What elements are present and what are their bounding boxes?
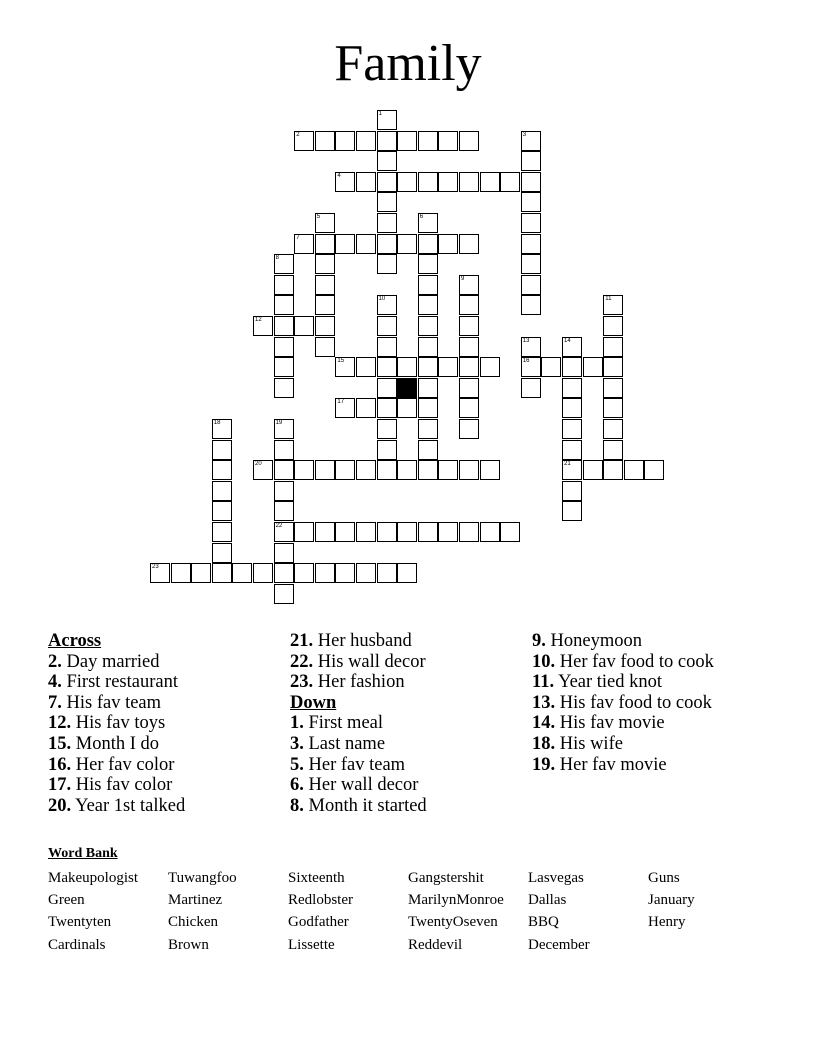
word-bank-item: Sixteenth <box>288 870 345 886</box>
crossword-cell[interactable] <box>377 440 397 460</box>
word-bank-item: Dallas <box>528 892 567 908</box>
word-bank-item: BBQ <box>528 914 559 930</box>
crossword-cell[interactable] <box>191 563 211 583</box>
crossword-cell[interactable] <box>521 254 541 274</box>
crossword-cell[interactable] <box>212 460 232 480</box>
crossword-cell[interactable] <box>603 357 623 377</box>
crossword-cell[interactable] <box>377 316 397 336</box>
crossword-cell[interactable] <box>418 234 438 254</box>
crossword-cell[interactable] <box>335 234 355 254</box>
crossword-cell[interactable] <box>377 337 397 357</box>
crossword-cell[interactable] <box>397 522 417 542</box>
clue-down-14: 14. His fav movie <box>532 713 665 734</box>
clue-number: 23 <box>152 564 159 571</box>
crossword-cell[interactable] <box>562 357 582 377</box>
crossword-cell[interactable] <box>315 316 335 336</box>
crossword-cell[interactable] <box>274 563 294 583</box>
clue-number: 18 <box>213 420 221 426</box>
clue-number: 7 <box>296 234 300 241</box>
crossword-cell[interactable] <box>438 172 458 192</box>
crossword-cell[interactable] <box>603 460 623 480</box>
clue-number: 10 <box>378 296 386 303</box>
clue-number: 16 <box>522 358 530 365</box>
crossword-cell[interactable] <box>418 213 438 233</box>
crossword-cell[interactable] <box>541 357 561 377</box>
crossword-cell[interactable] <box>377 234 397 254</box>
crossword-cell[interactable] <box>377 295 397 315</box>
crossword-cell[interactable] <box>418 172 438 192</box>
crossword-cell[interactable] <box>253 316 273 336</box>
crossword-cell[interactable] <box>377 378 397 398</box>
crossword-cell[interactable] <box>418 440 438 460</box>
crossword-cell[interactable] <box>438 460 458 480</box>
crossword-cell[interactable] <box>644 460 664 480</box>
crossword-cell[interactable] <box>500 522 520 542</box>
crossword-cell[interactable] <box>335 563 355 583</box>
crossword-cell[interactable] <box>521 337 541 357</box>
crossword-cell[interactable] <box>356 131 376 151</box>
crossword-cell[interactable] <box>521 234 541 254</box>
crossword-cell[interactable] <box>603 440 623 460</box>
word-bank-item: Green <box>48 892 85 908</box>
crossword-cell[interactable] <box>274 378 294 398</box>
crossword-cell[interactable] <box>294 563 314 583</box>
crossword-cell[interactable] <box>459 131 479 151</box>
crossword-cell[interactable] <box>397 172 417 192</box>
crossword-cell[interactable] <box>438 522 458 542</box>
crossword-cell[interactable] <box>521 357 541 377</box>
crossword-cell[interactable] <box>274 522 294 542</box>
crossword-cell[interactable] <box>212 440 232 460</box>
crossword-cell[interactable] <box>459 460 479 480</box>
crossword-cell[interactable] <box>521 378 541 398</box>
word-bank-item: Cardinals <box>48 937 106 953</box>
crossword-cell[interactable] <box>583 357 603 377</box>
crossword-cell[interactable] <box>171 563 191 583</box>
crossword-cell[interactable] <box>438 131 458 151</box>
crossword-cell[interactable] <box>274 337 294 357</box>
crossword-cell[interactable] <box>294 316 314 336</box>
clue-down-18: 18. His wife <box>532 733 623 754</box>
clue-number: 14 <box>564 337 571 344</box>
crossword-cell[interactable] <box>377 460 397 480</box>
crossword-cell[interactable] <box>253 460 273 480</box>
crossword-cell[interactable] <box>335 522 355 542</box>
crossword-cell[interactable] <box>459 419 479 439</box>
crossword-cell[interactable] <box>356 357 376 377</box>
word-bank-item: Godfather <box>288 914 349 930</box>
crossword-cell[interactable] <box>274 295 294 315</box>
crossword-cell[interactable] <box>562 501 582 521</box>
crossword-cell[interactable] <box>315 275 335 295</box>
crossword-cell[interactable] <box>356 172 376 192</box>
crossword-cell[interactable] <box>377 213 397 233</box>
clue-across-4: 4. First restaurant <box>48 672 178 693</box>
clue-number: 9 <box>461 275 465 282</box>
crossword-cell[interactable] <box>603 316 623 336</box>
crossword-cell[interactable] <box>603 295 623 315</box>
crossword-cell[interactable] <box>562 481 582 501</box>
crossword-cell[interactable] <box>500 172 520 192</box>
crossword-cell[interactable] <box>356 234 376 254</box>
crossword-cell[interactable] <box>253 563 273 583</box>
crossword-cell[interactable] <box>438 234 458 254</box>
clue-across-21: 21. Her husband <box>290 631 412 651</box>
crossword-cell[interactable] <box>438 357 458 377</box>
crossword-cell[interactable] <box>294 131 314 151</box>
crossword-cell[interactable] <box>377 110 397 130</box>
crossword-cell[interactable] <box>480 172 500 192</box>
crossword-cell[interactable] <box>212 501 232 521</box>
crossword-cell[interactable] <box>418 316 438 336</box>
crossword-cell[interactable] <box>274 419 294 439</box>
crossword-cell[interactable] <box>459 378 479 398</box>
crossword-cell[interactable] <box>356 522 376 542</box>
clue-down-19: 19. Her fav movie <box>532 754 667 775</box>
word-bank-item: Tuwangfoo <box>168 870 237 886</box>
crossword-cell[interactable] <box>459 234 479 254</box>
clue-number: 17 <box>337 399 345 406</box>
crossword-cell[interactable] <box>418 337 438 357</box>
word-bank-item: Chicken <box>168 914 218 930</box>
word-bank-item: Martinez <box>168 892 223 908</box>
crossword-cell[interactable] <box>274 501 294 521</box>
crossword-cell[interactable] <box>418 275 438 295</box>
word-bank-item: Gangstershit <box>408 870 484 886</box>
crossword-cell[interactable] <box>480 522 500 542</box>
crossword-cell[interactable] <box>377 254 397 274</box>
crossword-cell[interactable] <box>397 460 417 480</box>
crossword-cell[interactable] <box>418 419 438 439</box>
word-bank-item: Guns <box>648 870 680 886</box>
crossword-cell[interactable] <box>377 522 397 542</box>
clue-across-22: 22. His wall decor <box>290 651 426 672</box>
crossword-cell[interactable] <box>232 563 252 583</box>
crossword-cell[interactable] <box>377 563 397 583</box>
crossword-cell[interactable] <box>294 460 314 480</box>
crossword-cell[interactable] <box>212 522 232 542</box>
crossword-cell[interactable] <box>480 460 500 480</box>
crossword-cell[interactable] <box>150 563 170 583</box>
clue-down-1: 1. First meal <box>290 713 384 734</box>
crossword-cell[interactable] <box>274 254 294 274</box>
crossword-cell[interactable] <box>212 543 232 563</box>
clue-number: 15 <box>337 358 345 365</box>
crossword-cell[interactable] <box>603 337 623 357</box>
crossword-cell[interactable] <box>459 337 479 357</box>
crossword-cell[interactable] <box>459 295 479 315</box>
word-bank-item: Lissette <box>288 937 335 953</box>
crossword-cell[interactable] <box>603 398 623 418</box>
crossword-cell[interactable] <box>603 419 623 439</box>
clue-number: 3 <box>522 131 527 138</box>
crossword-cell[interactable] <box>274 357 294 377</box>
crossword-cell[interactable] <box>315 213 335 233</box>
clue-number: 19 <box>275 420 283 426</box>
crossword-cell[interactable] <box>459 522 479 542</box>
clue-down-11: 11. Year tied knot <box>532 672 663 693</box>
crossword-cell[interactable] <box>315 522 335 542</box>
word-bank-item: Henry <box>648 914 686 930</box>
crossword-cell[interactable] <box>377 131 397 151</box>
clue-number: 4 <box>337 172 341 179</box>
crossword-cell[interactable] <box>603 378 623 398</box>
crossword-cell[interactable] <box>315 295 335 315</box>
clue-number: 20 <box>255 461 262 468</box>
clue-number: 2 <box>296 131 300 138</box>
crossword-cell[interactable] <box>274 440 294 460</box>
crossword-cell[interactable] <box>583 460 603 480</box>
word-bank-item: Makeupologist <box>48 870 138 886</box>
crossword-cell[interactable] <box>562 460 582 480</box>
crossword-cell[interactable] <box>418 522 438 542</box>
crossword-cell[interactable] <box>294 522 314 542</box>
crossword-cell[interactable] <box>315 234 335 254</box>
crossword-cell[interactable] <box>315 460 335 480</box>
crossword-cell[interactable] <box>274 460 294 480</box>
crossword-cell[interactable] <box>418 460 438 480</box>
crossword-cell[interactable] <box>562 398 582 418</box>
clue-down-9: 9. Honeymoon <box>532 631 642 651</box>
crossword-cell[interactable] <box>418 131 438 151</box>
clue-across-12: 12. His fav toys <box>48 713 166 734</box>
clue-across-16: 16. Her fav color <box>48 754 175 775</box>
crossword-cell[interactable] <box>459 357 479 377</box>
crossword-cell[interactable] <box>335 398 355 418</box>
clue-across-7: 7. His fav team <box>48 692 162 713</box>
crossword-cell[interactable] <box>315 254 335 274</box>
crossword-cell[interactable] <box>562 337 582 357</box>
crossword-cell[interactable] <box>521 295 541 315</box>
clue-across-23: 23. Her fashion <box>290 672 405 693</box>
down-heading: Down <box>290 692 337 713</box>
page-title: Family <box>334 35 482 92</box>
clue-across-17: 17. His fav color <box>48 775 173 796</box>
crossword-cell[interactable] <box>562 440 582 460</box>
word-bank-item: Lasvegas <box>528 870 584 886</box>
clue-down-8: 8. Month it started <box>290 795 427 816</box>
crossword-cell[interactable] <box>562 378 582 398</box>
crossword-cell[interactable] <box>397 398 417 418</box>
crossword-cell[interactable] <box>274 543 294 563</box>
word-bank-item: Twentyten <box>48 914 112 930</box>
clue-across-2: 2. Day married <box>48 651 160 672</box>
word-bank-item: Reddevil <box>408 937 463 953</box>
crossword-cell[interactable] <box>397 563 417 583</box>
clue-down-3: 3. Last name <box>290 733 386 754</box>
crossword-cell[interactable] <box>418 398 438 418</box>
crossword-cell[interactable] <box>335 460 355 480</box>
crossword-cell[interactable] <box>418 357 438 377</box>
clue-number: 21 <box>564 461 571 468</box>
clue-number: 13 <box>522 337 530 344</box>
crossword-cell[interactable] <box>480 357 500 377</box>
crossword-cell[interactable] <box>335 172 355 192</box>
word-bank-item: TwentyOseven <box>408 914 498 930</box>
word-bank-item: January <box>648 892 695 908</box>
crossword-cell[interactable] <box>418 295 438 315</box>
crossword-cell[interactable] <box>459 275 479 295</box>
crossword-cell[interactable] <box>377 357 397 377</box>
crossword-cell[interactable] <box>377 151 397 171</box>
crossword-cell[interactable] <box>212 419 232 439</box>
clue-number: 5 <box>316 214 321 220</box>
across-heading: Across <box>48 631 102 651</box>
crossword-cell[interactable] <box>274 481 294 501</box>
black-square <box>397 378 417 398</box>
crossword-cell[interactable] <box>562 419 582 439</box>
word-bank-item: MarilynMonroe <box>408 892 504 908</box>
clue-number: 12 <box>255 317 262 323</box>
crossword-cell[interactable] <box>624 460 644 480</box>
clues-column-3 <box>532 631 714 775</box>
crossword-cell[interactable] <box>521 131 541 151</box>
crossword-cell[interactable] <box>521 192 541 212</box>
clue-number: 1 <box>378 111 382 117</box>
crossword-cell[interactable] <box>459 316 479 336</box>
crossword-cell[interactable] <box>212 563 232 583</box>
crossword-cell[interactable] <box>294 234 314 254</box>
clues-column-2 <box>290 631 427 816</box>
crossword-cell[interactable] <box>377 172 397 192</box>
crossword-cell[interactable] <box>274 316 294 336</box>
crossword-cell[interactable] <box>521 151 541 171</box>
crossword-cell[interactable] <box>274 275 294 295</box>
clue-number: 11 <box>605 296 612 303</box>
crossword-cell[interactable] <box>459 172 479 192</box>
crossword-cell[interactable] <box>335 357 355 377</box>
crossword-cell[interactable] <box>274 584 294 604</box>
crossword-cell[interactable] <box>315 563 335 583</box>
clue-number: 22 <box>275 523 283 529</box>
clue-number: 6 <box>419 214 424 220</box>
clue-down-10: 10. Her fav food to cook <box>532 651 714 672</box>
crossword-cell[interactable] <box>459 398 479 418</box>
word-bank-item: December <box>528 937 590 953</box>
clue-number: 8 <box>275 255 279 262</box>
clue-down-13: 13. His fav food to cook <box>532 692 712 713</box>
crossword-cell[interactable] <box>356 563 376 583</box>
crossword-cell[interactable] <box>418 254 438 274</box>
crossword-cell[interactable] <box>521 275 541 295</box>
crossword-cell[interactable] <box>315 131 335 151</box>
crossword-cell[interactable] <box>212 481 232 501</box>
clue-down-5: 5. Her fav team <box>290 754 406 775</box>
crossword-cell[interactable] <box>397 131 417 151</box>
crossword-cell[interactable] <box>377 398 397 418</box>
crossword-cell[interactable] <box>521 172 541 192</box>
crossword-cell[interactable] <box>377 192 397 212</box>
word-bank-item: Redlobster <box>288 892 353 908</box>
clues-column-1 <box>48 631 185 816</box>
clue-down-6: 6. Her wall decor <box>290 775 419 796</box>
clue-across-20: 20. Year 1st talked <box>48 795 186 816</box>
crossword-cell[interactable] <box>521 213 541 233</box>
crossword-cell[interactable] <box>418 378 438 398</box>
crossword-cell[interactable] <box>397 234 417 254</box>
crossword-cell[interactable] <box>356 398 376 418</box>
crossword-cell[interactable] <box>335 131 355 151</box>
crossword-cell[interactable] <box>377 419 397 439</box>
crossword-cell[interactable] <box>356 460 376 480</box>
crossword-cell[interactable] <box>397 357 417 377</box>
word-bank-item: Brown <box>168 937 209 953</box>
word-bank-title: Word Bank <box>48 846 118 861</box>
crossword-cell[interactable] <box>315 337 335 357</box>
clue-across-15: 15. Month I do <box>48 733 159 754</box>
